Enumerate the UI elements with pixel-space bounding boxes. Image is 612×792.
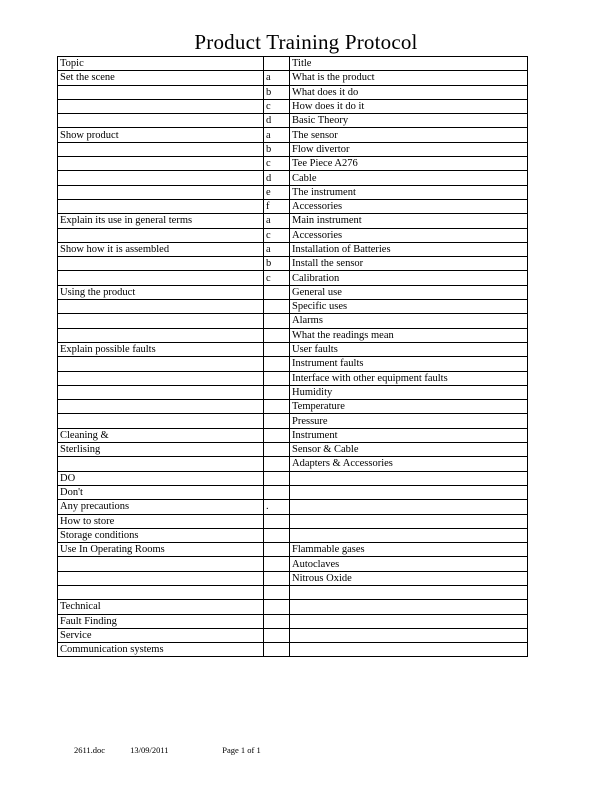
- letter-cell: f: [264, 199, 290, 213]
- letter-cell: [264, 300, 290, 314]
- topic-cell: [58, 414, 264, 428]
- table-row: [58, 600, 528, 614]
- table-row: [58, 271, 528, 285]
- letter-cell: b: [264, 257, 290, 271]
- table-row: [58, 500, 528, 514]
- title-cell: [290, 528, 528, 542]
- title-cell: [290, 600, 528, 614]
- topic-cell: [58, 314, 264, 328]
- title-cell: Humidity: [290, 385, 528, 399]
- table-row: [58, 514, 528, 528]
- title-cell: Title: [290, 57, 528, 71]
- table-row: [58, 99, 528, 113]
- topic-cell: [58, 99, 264, 113]
- topic-cell: [58, 228, 264, 242]
- title-cell: Nitrous Oxide: [290, 571, 528, 585]
- letter-cell: d: [264, 114, 290, 128]
- title-cell: How does it do it: [290, 99, 528, 113]
- title-cell: General use: [290, 285, 528, 299]
- table-row: [58, 614, 528, 628]
- table-row: [58, 571, 528, 585]
- title-cell: [290, 471, 528, 485]
- topic-cell: [58, 257, 264, 271]
- letter-cell: [264, 643, 290, 657]
- title-cell: Instrument: [290, 428, 528, 442]
- table-row: [58, 257, 528, 271]
- topic-cell: [58, 199, 264, 213]
- topic-cell: Fault Finding: [58, 614, 264, 628]
- table-row: [58, 528, 528, 542]
- letter-cell: [264, 528, 290, 542]
- topic-cell: Storage conditions: [58, 528, 264, 542]
- letter-cell: [264, 428, 290, 442]
- topic-cell: How to store: [58, 514, 264, 528]
- letter-cell: e: [264, 185, 290, 199]
- topic-cell: [58, 300, 264, 314]
- title-cell: [290, 614, 528, 628]
- letter-cell: [264, 400, 290, 414]
- letter-cell: [264, 414, 290, 428]
- table-row: [58, 328, 528, 342]
- title-cell: Interface with other equipment faults: [290, 371, 528, 385]
- table-row: [58, 142, 528, 156]
- topic-cell: [58, 400, 264, 414]
- title-cell: Installation of Batteries: [290, 242, 528, 256]
- letter-cell: c: [264, 228, 290, 242]
- title-cell: [290, 485, 528, 499]
- table-row: [58, 443, 528, 457]
- table-row: [58, 428, 528, 442]
- letter-cell: d: [264, 171, 290, 185]
- title-cell: Alarms: [290, 314, 528, 328]
- table-row: [58, 228, 528, 242]
- table-row: [58, 400, 528, 414]
- table-row: [58, 242, 528, 256]
- letter-cell: [264, 328, 290, 342]
- table-row: [58, 371, 528, 385]
- table-row: [58, 185, 528, 199]
- letter-cell: b: [264, 85, 290, 99]
- table-row: [58, 71, 528, 85]
- letter-cell: a: [264, 242, 290, 256]
- page-footer: [74, 745, 261, 755]
- letter-cell: [264, 514, 290, 528]
- table-row: [58, 543, 528, 557]
- letter-cell: [264, 600, 290, 614]
- topic-cell: Show product: [58, 128, 264, 142]
- letter-cell: c: [264, 271, 290, 285]
- letter-cell: c: [264, 99, 290, 113]
- title-cell: Accessories: [290, 228, 528, 242]
- topic-cell: Show how it is assembled: [58, 242, 264, 256]
- title-cell: Autoclaves: [290, 557, 528, 571]
- title-cell: Pressure: [290, 414, 528, 428]
- title-cell: The instrument: [290, 185, 528, 199]
- table-row: [58, 314, 528, 328]
- letter-cell: [264, 614, 290, 628]
- title-cell: Cable: [290, 171, 528, 185]
- letter-cell: [264, 314, 290, 328]
- title-cell: Accessories: [290, 199, 528, 213]
- table-row: [58, 643, 528, 657]
- topic-cell: [58, 142, 264, 156]
- title-cell: [290, 500, 528, 514]
- topic-cell: Communication systems: [58, 643, 264, 657]
- title-cell: Calibration: [290, 271, 528, 285]
- letter-cell: [264, 285, 290, 299]
- topic-cell: [58, 371, 264, 385]
- letter-cell: [264, 485, 290, 499]
- topic-cell: DO: [58, 471, 264, 485]
- letter-cell: [264, 443, 290, 457]
- title-cell: Tee Piece A276: [290, 157, 528, 171]
- topic-cell: Don't: [58, 485, 264, 499]
- letter-cell: [264, 342, 290, 356]
- title-cell: [290, 643, 528, 657]
- letter-cell: [264, 471, 290, 485]
- title-cell: The sensor: [290, 128, 528, 142]
- letter-cell: .: [264, 500, 290, 514]
- title-cell: What does it do: [290, 85, 528, 99]
- topic-cell: Using the product: [58, 285, 264, 299]
- topic-cell: Topic: [58, 57, 264, 71]
- training-protocol-table: [57, 56, 528, 657]
- title-cell: Sensor & Cable: [290, 443, 528, 457]
- topic-cell: [58, 571, 264, 585]
- letter-cell: a: [264, 128, 290, 142]
- title-cell: Flammable gases: [290, 543, 528, 557]
- letter-cell: b: [264, 142, 290, 156]
- table-row: [58, 85, 528, 99]
- letter-cell: a: [264, 71, 290, 85]
- topic-cell: [58, 85, 264, 99]
- table-row: [58, 57, 528, 71]
- letter-cell: [264, 385, 290, 399]
- letter-cell: [264, 557, 290, 571]
- table-row: [58, 285, 528, 299]
- letter-cell: [264, 628, 290, 642]
- title-cell: What is the product: [290, 71, 528, 85]
- table-row: [58, 557, 528, 571]
- letter-cell: c: [264, 157, 290, 171]
- title-cell: [290, 585, 528, 599]
- table-row: [58, 471, 528, 485]
- letter-cell: [264, 357, 290, 371]
- table-row: [58, 128, 528, 142]
- title-cell: [290, 514, 528, 528]
- title-cell: User faults: [290, 342, 528, 356]
- table-row: [58, 199, 528, 213]
- footer-date: 13/09/2011: [130, 745, 169, 755]
- title-cell: Basic Theory: [290, 114, 528, 128]
- topic-cell: [58, 171, 264, 185]
- letter-cell: [264, 371, 290, 385]
- topic-cell: [58, 271, 264, 285]
- table-row: [58, 414, 528, 428]
- table-row: [58, 485, 528, 499]
- topic-cell: [58, 185, 264, 199]
- title-cell: Adapters & Accessories: [290, 457, 528, 471]
- letter-cell: [264, 543, 290, 557]
- title-cell: [290, 628, 528, 642]
- page-title: Product Training Protocol: [194, 30, 418, 54]
- topic-cell: Use In Operating Rooms: [58, 543, 264, 557]
- topic-cell: [58, 114, 264, 128]
- table-row: [58, 385, 528, 399]
- topic-cell: Set the scene: [58, 71, 264, 85]
- title-cell: Main instrument: [290, 214, 528, 228]
- topic-cell: [58, 557, 264, 571]
- letter-cell: [264, 571, 290, 585]
- title-cell: Flow divertor: [290, 142, 528, 156]
- topic-cell: Sterlising: [58, 443, 264, 457]
- letter-cell: [264, 457, 290, 471]
- table-row: [58, 585, 528, 599]
- topic-cell: [58, 457, 264, 471]
- topic-cell: [58, 385, 264, 399]
- topic-cell: Any precautions: [58, 500, 264, 514]
- table-row: [58, 171, 528, 185]
- topic-cell: [58, 328, 264, 342]
- table-row: [58, 214, 528, 228]
- topic-cell: [58, 585, 264, 599]
- footer-page-number: Page 1 of 1: [222, 745, 261, 755]
- table-body: [58, 57, 528, 657]
- table-row: [58, 457, 528, 471]
- table-row: [58, 157, 528, 171]
- table-row: [58, 628, 528, 642]
- title-cell: Install the sensor: [290, 257, 528, 271]
- table-row: [58, 300, 528, 314]
- topic-cell: [58, 157, 264, 171]
- table-row: [58, 357, 528, 371]
- topic-cell: [58, 357, 264, 371]
- topic-cell: Explain its use in general terms: [58, 214, 264, 228]
- letter-cell: [264, 57, 290, 71]
- table-row: [58, 342, 528, 356]
- title-cell: Instrument faults: [290, 357, 528, 371]
- topic-cell: Technical: [58, 600, 264, 614]
- letter-cell: a: [264, 214, 290, 228]
- letter-cell: [264, 585, 290, 599]
- footer-filename: 2611.doc: [74, 745, 106, 755]
- table-row: [58, 114, 528, 128]
- title-cell: Specific uses: [290, 300, 528, 314]
- title-cell: Temperature: [290, 400, 528, 414]
- title-cell: What the readings mean: [290, 328, 528, 342]
- topic-cell: Service: [58, 628, 264, 642]
- topic-cell: Cleaning &: [58, 428, 264, 442]
- topic-cell: Explain possible faults: [58, 342, 264, 356]
